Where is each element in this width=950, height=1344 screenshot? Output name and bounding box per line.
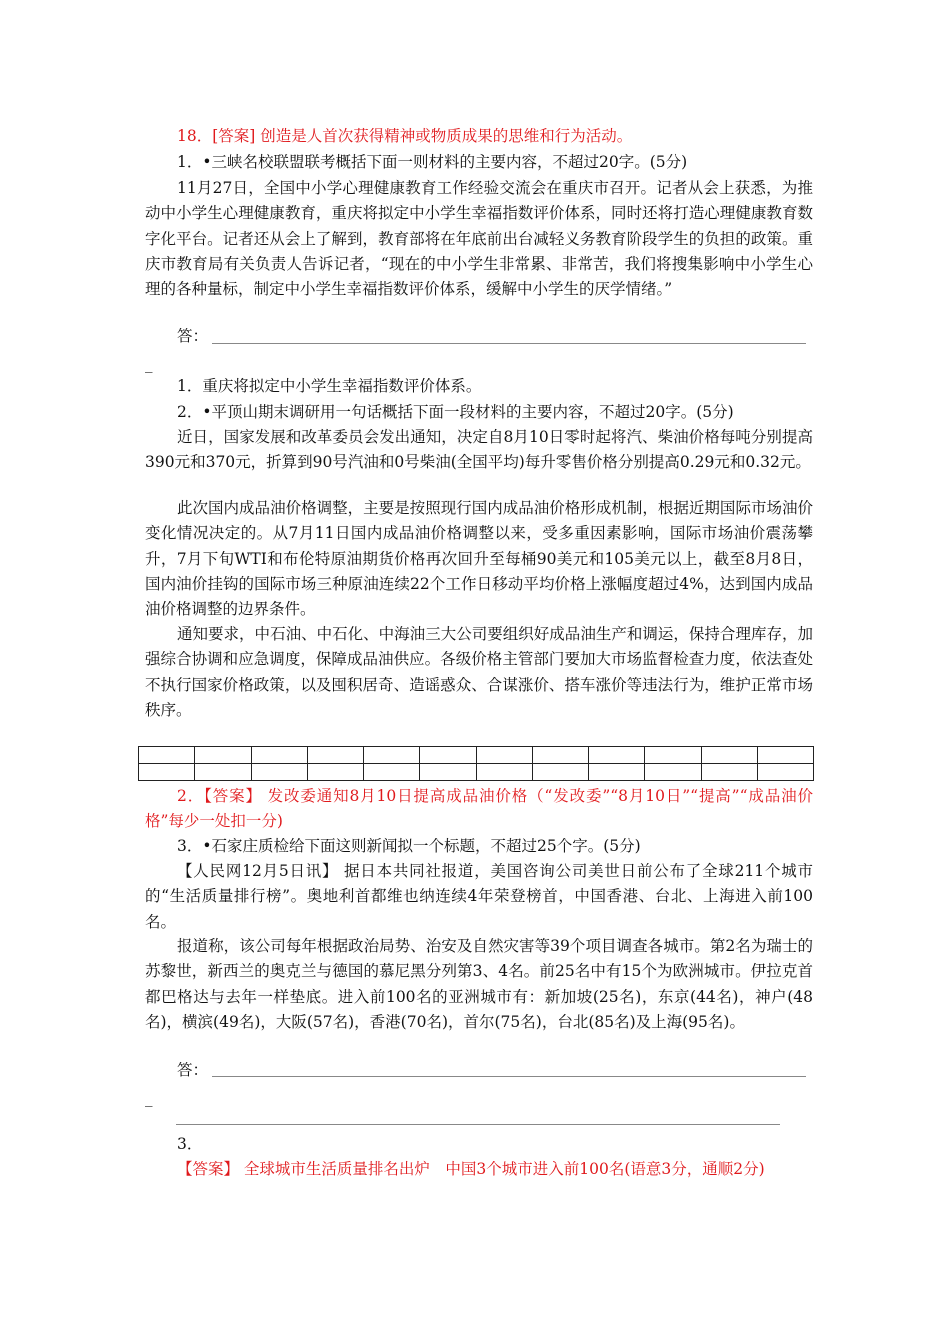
grid-cell xyxy=(364,747,420,764)
grid-cell xyxy=(701,747,757,764)
q3-para1: 【人民网12月5日讯】 据日本共同社报道，美国咨询公司美世日前公布了全球211个城市的“生活质量排行榜”。奥地利首都维也纳连续4年荣登榜首，中国香港、台北、上海进入前100名。 xyxy=(145,862,813,931)
q3-prompt: 3．•石家庄质检给下面这则新闻拟一个标题，不超过25个字。(5分) xyxy=(177,837,641,855)
grid-cell xyxy=(364,764,420,781)
q3-answer-label: 答： xyxy=(177,1061,209,1079)
grid-row xyxy=(139,764,814,781)
answer-grid xyxy=(138,746,814,781)
grid-cell xyxy=(532,764,588,781)
grid-cell xyxy=(251,764,307,781)
grid-cell xyxy=(476,764,532,781)
grid-cell xyxy=(645,747,701,764)
q2-para3: 通知要求，中石油、中石化、中海油三大公司要组织好成品油生产和调运，保持合理库存，加强综合协调和应急调度，保障成品油供应。各级价格主管部门要加大市场监督检查力度，依法查处不执行国家价格政策，以及囤积居奇、造谣惑众、合谋涨价、搭车涨价等违法行为，维护正常市场秩序。 xyxy=(145,625,813,719)
q3-number: 3． xyxy=(177,1135,203,1153)
q3-para2: 报道称，该公司每年根据政治局势、治安及自然灾害等39个项目调查各城市。第2名为瑞士的苏黎世，新西兰的奥克兰与德国的慕尼黑分列第3、4名。前25名中有15个为欧洲城市。伊拉克首都巴格达与去年一样垫底。进入前100名的亚洲城市有：新加坡(25名)，东京(44名)，神户(48名)，横滨(49名)，大阪(57名)，香港(70名)，首尔(75名)，台北(85名)及上海(95名)。 xyxy=(145,937,813,1031)
grid-cell xyxy=(251,747,307,764)
q2-answer: 2．【答案】 发改委通知8月10日提高成品油价格（“发改委”“8月10日”“提高”“成品油价格”每少一处扣一分) xyxy=(145,787,813,831)
grid-cell xyxy=(589,747,645,764)
grid-cell xyxy=(307,764,363,781)
grid-cell xyxy=(757,764,813,781)
grid-cell xyxy=(589,764,645,781)
q2-para2: 此次国内成品油价格调整，主要是按照现行国内成品油价格形成机制，根据近期国际市场油价变化情况决定的。从7月11日国内成品油价格调整以来，受多重因素影响，国际市场油价震荡攀升，7月下旬WTI和布伦特原油期货价格再次回升至每桶90美元和105美元以上，截至8月8日，国内油价挂钩的国际市场三种原油连续22个工作日移动平均价格上涨幅度超过4%，达到国内成品油价格调整的边界条件。 xyxy=(145,499,813,619)
q2-para1: 近日，国家发展和改革委员会发出通知，决定自8月10日零时起将汽、柴油价格每吨分别提高390元和370元，折算到90号汽油和0号柴油(全国平均)每升零售价格分别提高0.29元和0.32元。 xyxy=(145,428,813,472)
grid-cell xyxy=(757,747,813,764)
q1-answer-line xyxy=(212,343,806,344)
grid-cell xyxy=(195,747,251,764)
q1-material: 11月27日，全国中小学心理健康教育工作经验交流会在重庆市召开。记者从会上获悉，为推动中小学生心理健康教育，重庆将拟定中小学生幸福指数评价体系，同时还将打造心理健康教育数字化平台。记者还从会上了解到，教育部将在年底前出台减轻义务教育阶段学生的负担的政策。重庆市教育局有关负责人告诉记者，“现在的中小学生非常累、非常苦，我们将搜集影响中小学生心理的各种量标，制定中小学生幸福指数评价体系，缓解中小学生的厌学情绪。” xyxy=(145,179,813,299)
q1-prompt: 1．•三峡名校联盟联考概括下面一则材料的主要内容，不超过20字。(5分) xyxy=(177,153,688,171)
grid-cell xyxy=(645,764,701,781)
grid-cell xyxy=(701,764,757,781)
q1-answer: 1．重庆将拟定中小学生幸福指数评价体系。 xyxy=(177,377,482,395)
grid-cell xyxy=(139,747,195,764)
grid-cell xyxy=(420,747,476,764)
q1-dash: _ xyxy=(145,355,153,373)
q3-answer-line-2 xyxy=(176,1124,780,1125)
grid-cell xyxy=(532,747,588,764)
grid-cell xyxy=(195,764,251,781)
grid-cell xyxy=(420,764,476,781)
q1-answer-label: 答： xyxy=(177,327,209,345)
q3-answer: 【答案】 全球城市生活质量排名出炉 中国3个城市进入前100名(语意3分，通顺2分) xyxy=(177,1160,765,1178)
q2-prompt: 2．•平顶山期末调研用一句话概括下面一段材料的主要内容，不超过20字。(5分) xyxy=(177,403,734,421)
grid-cell xyxy=(476,747,532,764)
grid-row xyxy=(139,747,814,764)
grid-cell xyxy=(307,747,363,764)
q3-dash: _ xyxy=(145,1089,153,1107)
grid-cell xyxy=(139,764,195,781)
q3-answer-line xyxy=(212,1076,806,1077)
q18-answer: 18．[答案] 创造是人首次获得精神或物质成果的思维和行为活动。 xyxy=(177,127,633,145)
